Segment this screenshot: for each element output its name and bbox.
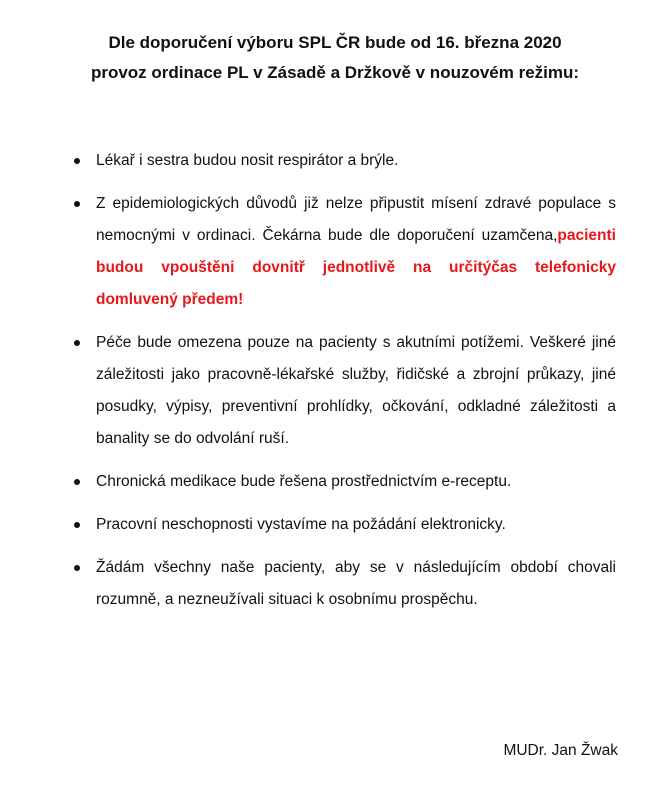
list-item <box>96 327 616 455</box>
list-item <box>96 552 616 616</box>
list-item-text: Z epidemiologických důvodů již nelze připustit mísení zdravé populace s nemocnými v ordinaci. Čekárna bude dle doporučení uzamčena, <box>96 195 616 244</box>
signature: MUDr. Jan Žwak <box>503 742 618 759</box>
list-item-text: Péče bude omezena pouze na pacienty s akutními potížemi. Veškeré jiné záležitosti jako pracovně-lékařské služby, řidičské a zbrojní průkazy, jiné posudky, výpisy, preventivní prohlídky, očkování, odkladné záležitosti a banality se do odvolání ruší. <box>96 334 616 447</box>
bullet-icon <box>74 158 80 164</box>
list-item-emphasis: pacienti budou vpouštěni dovnitř jednotlivě na určitýčas telefonicky domluvený předem! <box>96 227 616 308</box>
list-item <box>96 509 616 541</box>
list-item <box>96 466 616 498</box>
notice-title <box>40 28 630 88</box>
bullet-icon <box>74 201 80 207</box>
bullet-icon <box>74 522 80 528</box>
bullet-icon <box>74 565 80 571</box>
list-item <box>96 188 616 316</box>
bullet-icon <box>74 340 80 346</box>
notice-list <box>0 145 670 627</box>
list-item-text: Lékař i sestra budou nosit respirátor a brýle. <box>96 152 399 169</box>
list-item-text: Chronická medikace bude řešena prostřednictvím e-receptu. <box>96 473 512 490</box>
list-item <box>96 145 616 177</box>
notice-title-line-1: Dle doporučení výboru SPL ČR bude od 16. března 2020 <box>108 33 562 52</box>
bullet-icon <box>74 479 80 485</box>
notice-title-line-2: provoz ordinace PL v Zásadě a Držkově v nouzovém režimu: <box>90 63 580 82</box>
list-item-text: Pracovní neschopnosti vystavíme na požádání elektronicky. <box>96 516 506 533</box>
list-item-text: Žádám všechny naše pacienty, aby se v následujícím období chovali rozumně, a nezneužívali situaci k osobnímu prospěchu. <box>96 559 616 608</box>
